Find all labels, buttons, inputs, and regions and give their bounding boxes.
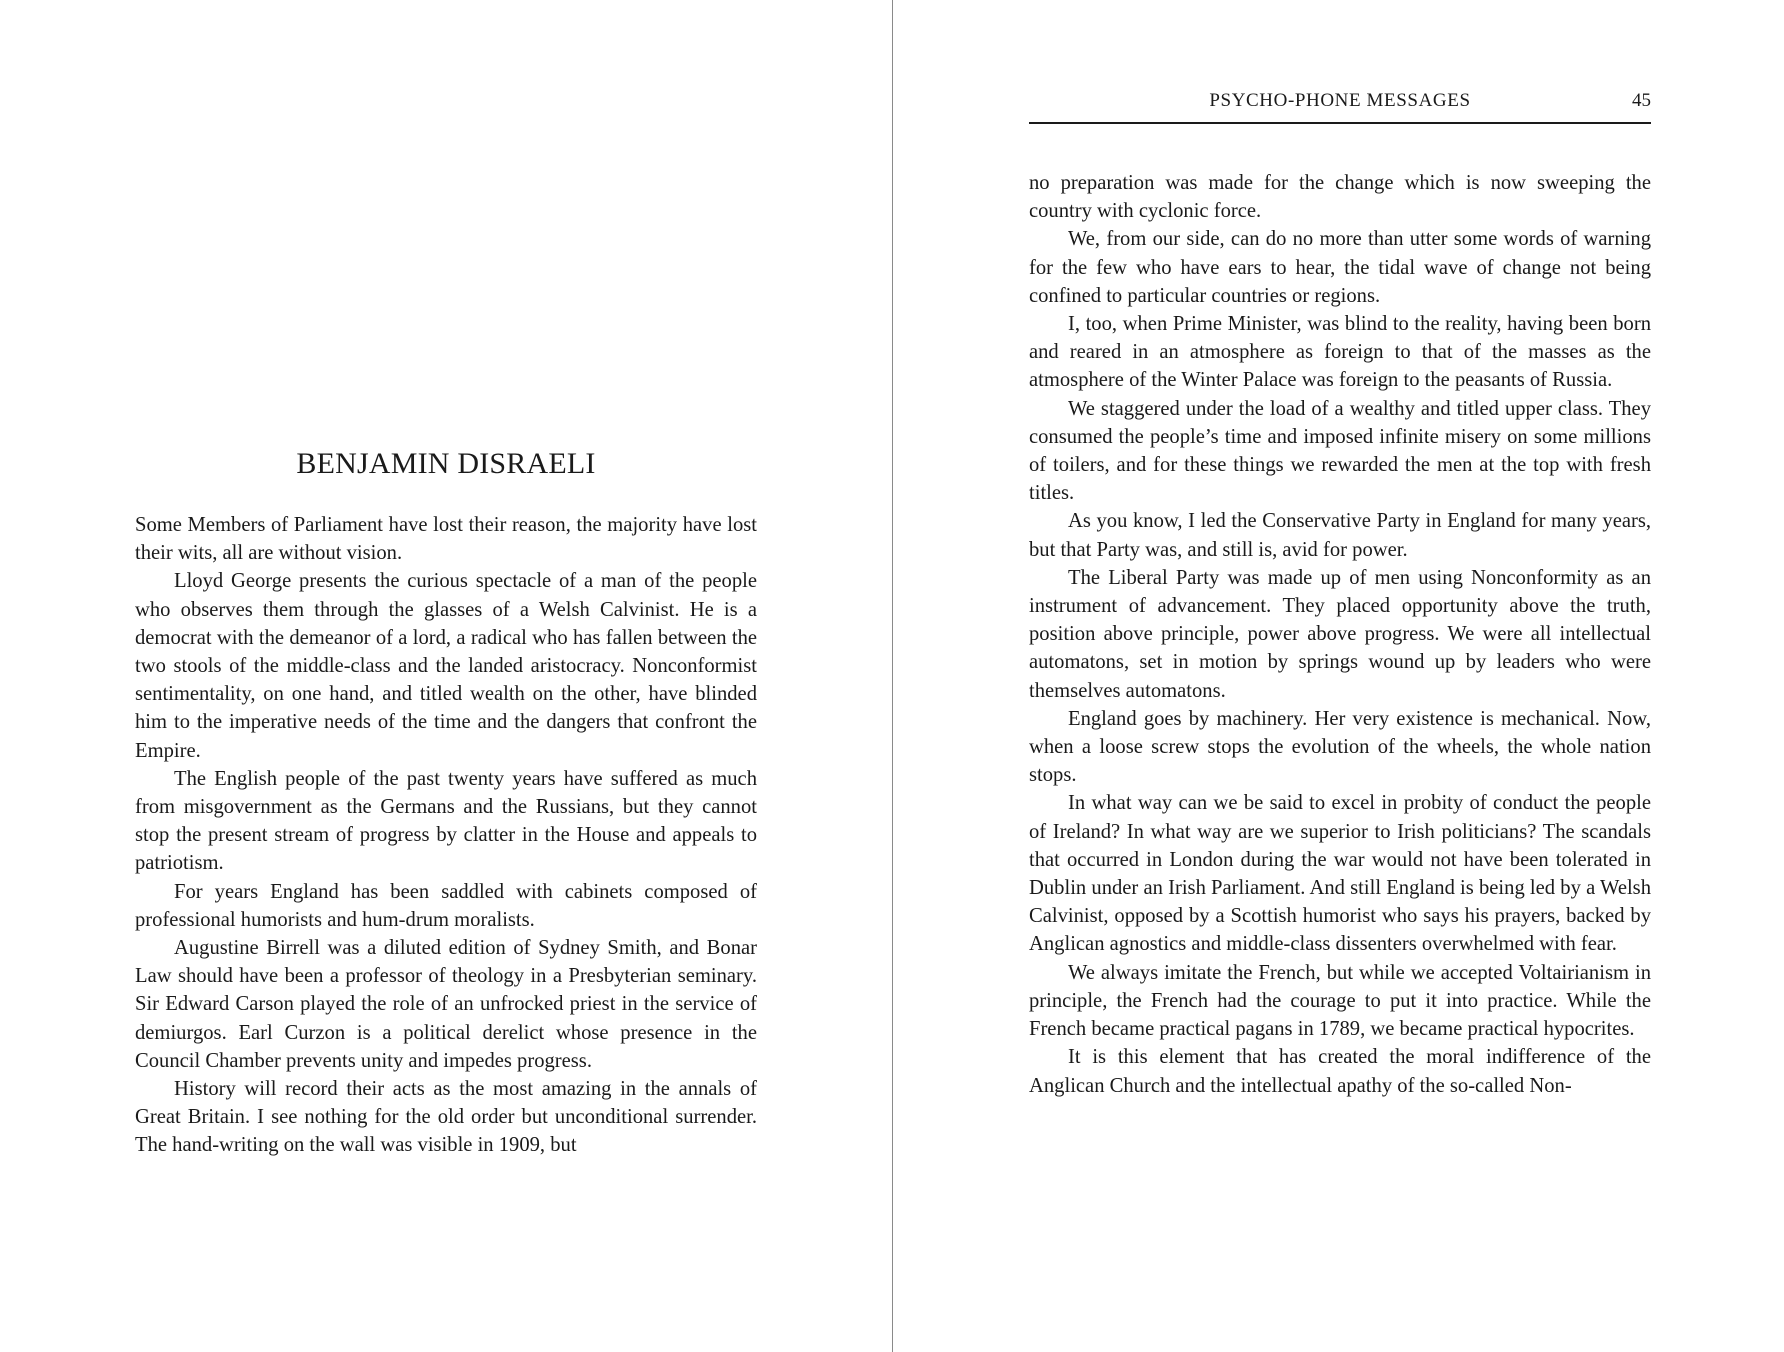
running-title: PSYCHO-PHONE MESSAGES [1209, 90, 1471, 111]
paragraph: England goes by machinery. Her very existence is mechanical. Now, when a loose screw stops the evolution of the wheels, the whole nation stops. [1029, 707, 1651, 787]
paragraph: As you know, I led the Conservative Party in England for many years, but that Party was, and still is, avid for power. [1029, 510, 1651, 561]
left-page-body [135, 511, 757, 1160]
paragraph: no preparation was made for the change which is now sweeping the country with cyclonic force. [1029, 172, 1651, 223]
chapter-title: BENJAMIN DISRAELI [296, 447, 596, 480]
paragraph: It is this element that has created the moral indifference of the Anglican Church and the intellectual apathy of the so-called Non- [1029, 1046, 1651, 1097]
paragraph: For years England has been saddled with cabinets composed of professional humorists and hum-drum moralists. [135, 880, 757, 931]
paragraph: In what way can we be said to excel in probity of conduct the people of Ireland? In what way are we superior to Irish politicians? The scandals that occurred in London during the war would not have been tolerated in Dublin under an Irish Parliament. And still England is being led by a Welsh Calvinist, opposed by a Scottish humorist who says his prayers, backed by Anglican agnostics and middle-class dissenters overwhelmed with fear. [1029, 792, 1651, 956]
paragraph: The Liberal Party was made up of men using Nonconformity as an instrument of advancement. They placed opportunity above the truth, position above principle, power above progress. We were all intellectual automatons, set in motion by springs wound up by leaders who were themselves automatons. [1029, 566, 1651, 702]
running-head [1029, 88, 1651, 124]
paragraph: History will record their acts as the most amazing in the annals of Great Britain. I see nothing for the old order but unconditional surrender. The hand-writing on the wall was visible in 1909, but [135, 1078, 757, 1157]
right-page [893, 0, 1784, 1352]
right-page-body [1029, 169, 1651, 1100]
paragraph: Some Members of Parliament have lost their reason, the majority have lost their wits, all are without vision. [135, 514, 757, 565]
paragraph: We, from our side, can do no more than utter some words of warning for the few who have ears to hear, the tidal wave of change not being confined to particular countries or regions. [1029, 228, 1651, 307]
page-number: 45 [1632, 90, 1651, 111]
paragraph: We always imitate the French, but while we accepted Voltairianism in principle, the French had the courage to put it into practice. While the French became practical pagans in 1789, we became practical hypocrites. [1029, 961, 1651, 1041]
paragraph: The English people of the past twenty years have suffered as much from misgovernment as the Germans and the Russians, but they cannot stop the present stream of progress by clatter in the House and appeals to patriotism. [135, 767, 757, 875]
paragraph: Augustine Birrell was a diluted edition of Sydney Smith, and Bonar Law should have been a professor of theology in a Presbyterian seminary. Sir Edward Carson played the role of an unfrocked priest in the service of demiurgos. Earl Curzon is a political derelict whose presence in the Council Chamber prevents unity and impedes progress. [135, 937, 757, 1072]
paragraph: I, too, when Prime Minister, was blind to the reality, having been born and reared in an atmosphere as foreign to that of the masses as the atmosphere of the Winter Palace was foreign to the peasants of Russia. [1029, 313, 1651, 392]
paragraph: Lloyd George presents the curious spectacle of a man of the people who observes them through the glasses of a Welsh Calvinist. He is a democrat with the demeanor of a lord, a radical who has fallen between the two stools of the middle-class and the landed aristocracy. Nonconformist sentimentality, on one hand, and titled wealth on the other, have blinded him to the imperative needs of the time and the dangers that confront the Empire. [135, 570, 757, 762]
paragraph: We staggered under the load of a wealthy and titled upper class. They consumed the people’s time and imposed infinite misery on some millions of toilers, and for these things we rewarded the men at the top with fresh titles. [1029, 397, 1651, 505]
